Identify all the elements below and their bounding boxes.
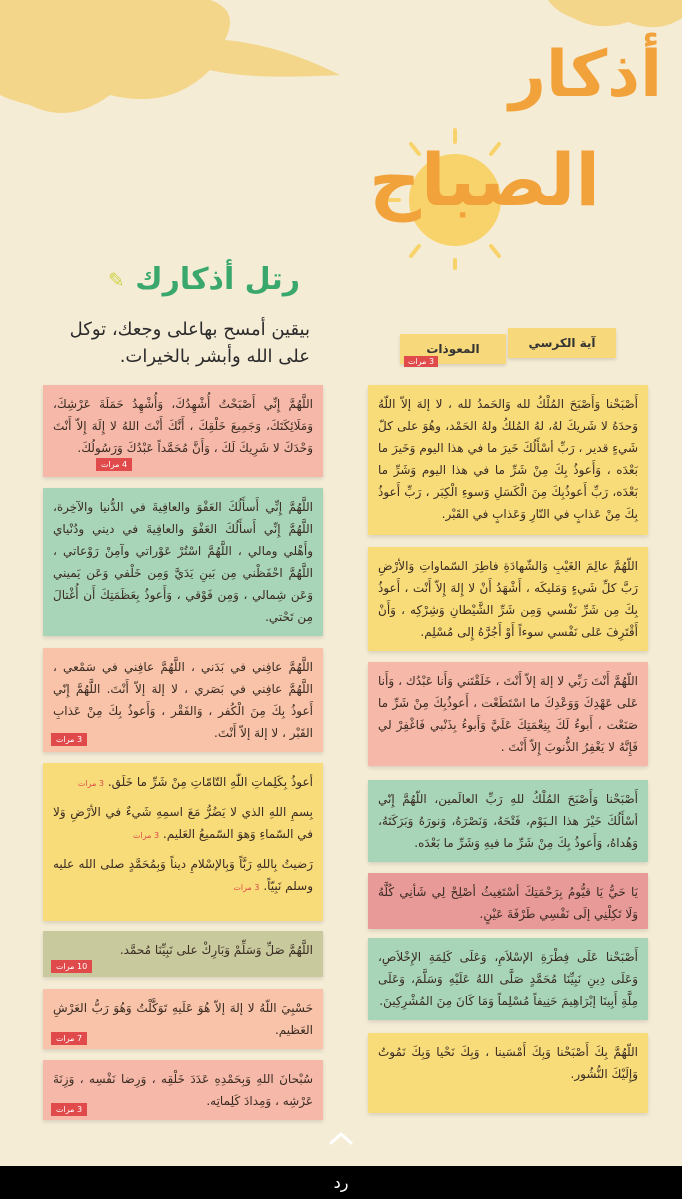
reply-bar[interactable] [0,1166,682,1199]
dhikr-text: يَا حَيُّ يَا قيُّومُ بِرَحْمَتِكَ أسْتَغِيثُ أصْلِحْ لِي شَأنِي كُلَّهُ وَلَا تَكِلْنِي إلَى نَفْسِي طَرْفَةَ عَيْنٍ. [378,885,638,921]
dhikr-text: اللّهُمَّ عالِمَ الغَيْبِ وَالشّهادَةِ فاطِرَ السّماواتِ وَالأرْضِ رَبَّ كلِّ شَيءٍ وَمَليكَه ، أَشْهَدُ أَنْ لا إِلهَ إِلاّ أَنْت ، أَعوذُ بِكَ مِن شَرِّ نَفْسي وَمِن شَرِّ الشَّيْطانِ وَشِرْكِه ، وَأَنْ أَقْتَرِفَ عَلى نَفْسي سوءاً أَوْ أَجُرَّهُ إِلى مُسْلِم. [378,559,638,639]
right-card-4 [368,780,648,862]
left-card-5 [43,931,323,977]
dhikr-text: اللَّهُمَّ إِنِّي أَسأَلُكَ العَفْوَ والعافِيةَ في الدُّنيا والآخِرة، اللَّهُمَّ إِنِّي أَسأَلُكَ العَفْوَ والعافِيةَ في ديني ودُنْياي وأَهْلي ومالي ، اللَّهُمَّ اسْتُرْ عَوْراتي وآمِنْ رَوْعاتي ، اللَّهُمَّ احْفَظْني مِن بَينِ يَدَيَّ وَمِن خَلْفي وَعَن يَميني وَعَن شِمالي ، وَمِن فَوْقي ، وَأَعوذُ بِعَظَمَتِكَ أَن أُغْتالَ مِن تَحْتي. [53,500,313,624]
left-card-6 [43,989,323,1049]
dhikr-text: رَضيتُ بِاللهِ رَبَّاً وَبِالإسْلامِ ديناً وَبِمُحَمَّدٍ صلى الله عليه وسلم نَبِيّاً. [53,857,313,893]
left-card-3 [43,648,323,752]
repeat-badge: 3 مرات [77,779,105,788]
right-card-6 [368,938,648,1020]
repeat-badge: 3 مرات [51,1103,87,1116]
dhikr-text: أعوذُ بِكَلِماتِ اللّهِ التّامّاتِ مِنْ شَرِّ ما خَلَق. [107,775,313,789]
repeat-badge: 10 مرات [51,960,92,973]
repeat-badge: 3 مرات [51,733,87,746]
intro-text: بيقين أمسح بهاعلى وجعك، توكل على الله وأبشر بالخيرات. [69,319,310,367]
left-card-1 [43,385,323,477]
dhikr-text: بِسمِ اللهِ الذي لا يَضُرُّ مَعَ اسمِهِ شَيءٌ في الأرْضِ وَلا في السّماءِ وَهوَ السّميعُ العَليم. [53,805,313,841]
right-card-2 [368,547,648,651]
page-title-line2: الصباح [369,138,600,222]
repeat-badge: 7 مرات [51,1032,87,1045]
right-card-5 [368,873,648,929]
dhikr-text: اللَّهُمَّ إِنِّي أَصْبَحْتُ أُشْهِدُكَ، وَأُشْهِدُ حَمَلَةَ عَرْشِكَ، وَمَلَائِكَتَكَ، وَجَمِيعَ خَلْقِكَ ، أَنَّكَ أَنْتَ اللهُ لا إِلَهَ إِلاّ أَنْتَ وَحْدَكَ لا شَرِيكَ لَكَ ، وَأَنَّ مُحَمَّداً عَبْدُكَ وَرَسُولُكَ. [53,397,313,455]
page-title-line1: أذكار [509,38,662,112]
left-card-4 [43,763,323,921]
dhikr-text: اللَّهُمَّ عافِني في بَدَني ، اللَّهُمَّ عافِني في سَمْعي ، اللَّهُمَّ عافِني في بَصَري ، لا إلهَ إلاّ أَنْتَ. اللَّهُمَّ إِنّي أَعوذُ بِكَ مِنَ الْكُفر ، وَالفَقْر ، وَأَعوذُ بِكَ مِنْ عَذابِ القَبْر ، لا إلهَ إلاّ أَنْتَ. [53,660,313,740]
repeat-badge: 3 مرات [233,883,260,892]
dhikr-segment [53,801,313,847]
dhikr-text: حَسْبِيَ اللّهُ لا إلهَ إلاّ هُوَ عَلَيهِ تَوَكَّلْتُ وَهُوَ رَبُّ العَرْشِ العَظيم. [53,1001,313,1037]
left-card-2 [43,488,323,636]
dhikr-text: اللّهُمَّ أَنْتَ رَبِّي لا إلهَ إلاّ أَنْتَ ، خَلَقْتَني وَأَنا عَبْدُك ، وَأَنا عَلى عَهْدِكَ وَوَعْدِكَ ما اسْتَطَعْت ، أَعوذُبِكَ مِنْ شَرِّ ما صَنَعْت ، أَبوءُ لَكَ بِنِعْمَتِكَ عَلَيَّ وَأَبوءُ بِذَنْبي فَاغْفِرْ لي فَإِنَّهُ لا يَغْفِرُ الذُّنوبَ إِلاّ أَنْتَ . [378,674,638,754]
right-card-3 [368,662,648,766]
dhikr-text: أَصْبَحْنا وَأَصْبَحَ المُلْكُ للهِ رَبِّ العالَمين، اللّهُمَّ إِنّي أسْأَلُكَ خَيْرَ هذا الـيَوْم، فَتْحَهُ، وَنَصْرَهُ، وَنورَهُ وَبَرَكَتَهُ، وَهُداهُ، وَأَعوذُ بِكَ مِنْ شَرِّ ما فيهِ وَشَرِّ ما بَعْدَه. [378,792,638,850]
left-card-7 [43,1060,323,1120]
tab-repeat-badge: 3 مرات [404,356,438,367]
repeat-badge: 4 مرات [96,458,132,471]
dhikr-segment [53,853,313,899]
dhikr-text: اللّهُمَّ بِكَ أَصْبَحْنا وَبِكَ أَمْسَينا ، وَبِكَ نَحْيا وَبِكَ نَمُوتُ وَإِلَيْكَ النُّشُور. [378,1045,638,1081]
right-card-7 [368,1033,648,1113]
reply-label[interactable]: رد [333,1173,349,1192]
dhikr-text: أَصْبَحْنا وَأَصْبَحَ المُلْكُ لله وَالحَمدُ لله ، لا إلهَ إلاّ اللّهُ وَحدَهُ لا شَريكَ لهُ، لهُ المُلكُ ولهُ الحَمْد، وهُوَ على كلّ شَيءٍ قدير ، رَبِّ أسْأَلُكَ خَيرَ ما في هذا اليوم وَخَيرَ ما بَعْدَه ، وَأَعوذُ بِكَ مِنْ شَرِّ ما في هذا اليوم وَشَرِّ ما بَعْدَه، رَبِّ أَعوذُبِكَ مِنَ الْكَسَلِ وَسوءِ الْكِبَر ، رَبِّ أَعوذُ بِكَ مِنْ عَذابٍ في النّارِ وَعَذابٍ في القَبْر. [378,397,638,521]
leaf-icon: ✎ [108,268,125,292]
chevron-up-icon[interactable] [326,1128,356,1148]
tab-ayat-kursi[interactable]: آية الكرسي [508,328,616,358]
tab-muawwidhat[interactable]: المعوذات [400,334,506,364]
dhikr-text: اللَّهُمَّ صَلِّ وَسَلِّمْ وَبَارِكْ على نَبِيِّنَا مُحمَّد. [119,943,313,957]
dhikr-text: أَصْبَحْنا عَلَى فِطْرَةِ الإسْلاَمِ، وَعَلَى كَلِمَةِ الإِخْلاَصِ، وَعَلَى دِينِ نَبِيِّنَا مُحَمَّدٍ صَلَّى اللهُ عَلَيْهِ وَسَلَّمَ، وَعَلَى مِلَّةِ أَبِينَا إبْرَاهِيمَ حَنِيفاً مُسْلِماً وَمَا كَانَ مِنَ المُشْرِكِينَ. [378,950,638,1008]
right-card-1 [368,385,648,535]
dhikr-segment [53,771,313,795]
title-block [322,28,662,278]
repeat-badge: 3 مرات [133,831,160,840]
subtitle: رتل أذكارك [135,262,300,297]
cloud-top-left [0,0,360,130]
dhikr-text: سُبْحانَ اللهِ وَبِحَمْدِهِ عَدَدَ خَلْقِه ، وَرِضا نَفْسِه ، وَزِنَةَ عَرْشِه ، وَمِدادَ كَلِماتِه. [53,1072,313,1108]
